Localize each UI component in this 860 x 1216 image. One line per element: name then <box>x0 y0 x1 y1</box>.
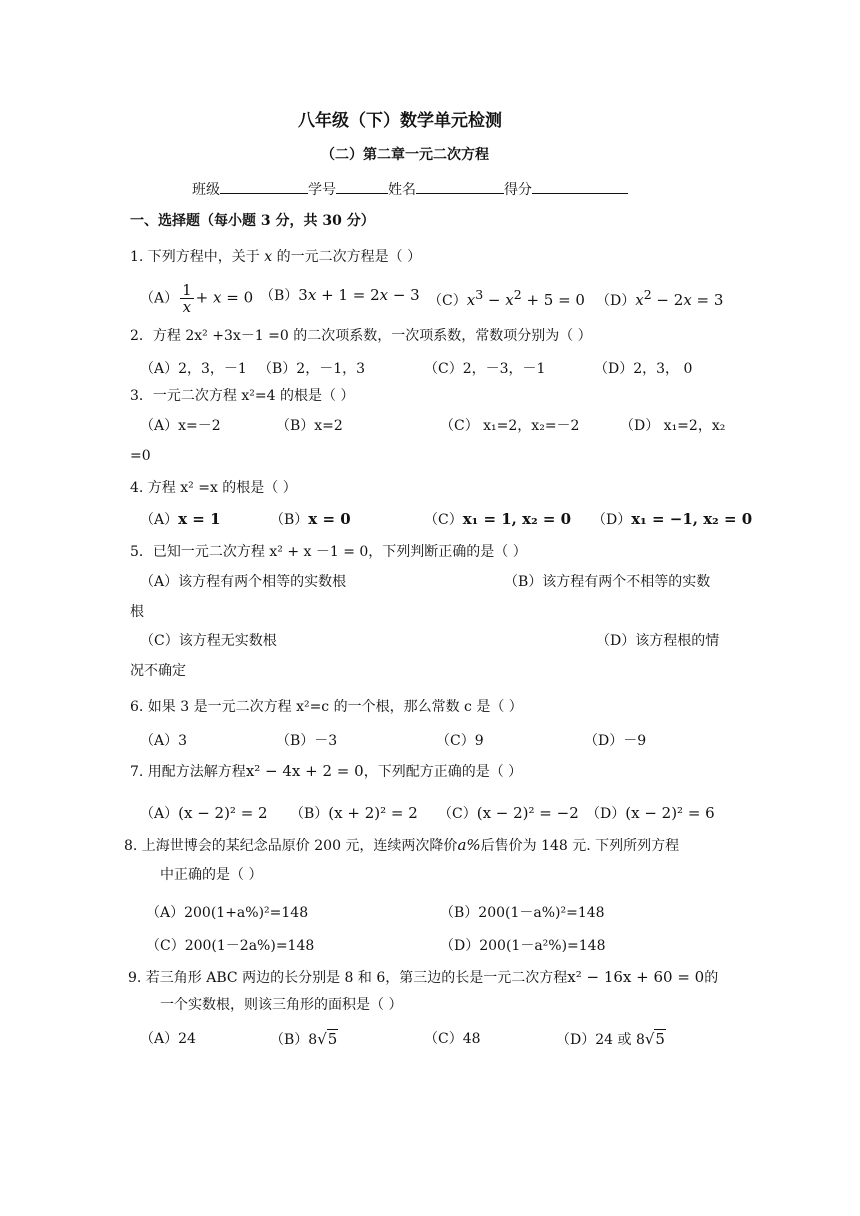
question-6-option-b: （B）－3 <box>276 733 338 749</box>
question-4-stem: 4. 方程 x² =x 的根是（ ） <box>130 480 297 496</box>
question-9-option-b: （B）8√5 <box>270 1030 338 1048</box>
question-9-option-c: （C）48 <box>424 1031 481 1047</box>
section-heading: 一、选择题（每小题 3 分，共 30 分） <box>130 213 375 229</box>
question-9-stem: 9. 若三角形 ABC 两边的长分别是 8 和 6，第三边的长是一元二次方程x² − 16x + 60 = 0的 <box>128 968 719 986</box>
question-6-stem: 6. 如果 3 是一元二次方程 x²=c 的一个根，那么常数 c 是（ ） <box>130 699 523 715</box>
question-5-stem: 5．已知一元二次方程 x² + x －1 = 0，下列判断正确的是（ ） <box>130 544 527 560</box>
page-subtitle: （二）第二章一元二次方程 <box>321 147 489 163</box>
question-2-stem: 2．方程 2x² +3x－1 =0 的二次项系数，一次项系数，常数项分别为（ ） <box>130 328 592 344</box>
question-8-option-d: （D）200(1－a²%)=148 <box>440 938 606 954</box>
name-blank[interactable] <box>416 179 504 194</box>
question-2-option-a: （A）2，3，－1 <box>140 361 247 377</box>
name-label: 姓名 <box>388 182 416 198</box>
question-3-option-b: （B）x=2 <box>276 418 343 434</box>
class-label: 班级 <box>192 182 220 198</box>
question-6-option-d: （D）－9 <box>584 733 647 749</box>
question-2-option-b: （B）2，－1，3 <box>258 361 366 377</box>
question-8-option-a: （A）200(1+a%)²=148 <box>146 905 309 921</box>
question-4-option-b: （B）x = 0 <box>270 510 351 528</box>
score-blank[interactable] <box>532 179 628 194</box>
question-4-option-c: （C）x₁ = 1, x₂ = 0 <box>424 510 572 528</box>
student-info-line <box>192 179 628 199</box>
question-1-option-c: $(C)x^3 - x^2 + 5 = 0$ <box>428 287 585 309</box>
question-8-stem: 8. 上海世博会的某纪念品原价 200 元，连续两次降价a%后售价为 148 元. 下列所列方程 <box>124 836 680 854</box>
question-3-option-d-continued: =0 <box>130 448 151 464</box>
page-title: 八年级（下）数学单元检测 <box>298 111 502 131</box>
question-2-option-d: （D）2，3， 0 <box>594 361 693 377</box>
question-1-stem: 1. 下列方程中，关于 x 的一元二次方程是（ ） <box>130 249 422 265</box>
question-7-option-d: （D）(x − 2)² = 6 <box>586 804 715 822</box>
question-5-option-b-continued: 根 <box>130 604 144 620</box>
radicand: 5 <box>327 1030 338 1048</box>
question-9-stem-continued: 一个实数根，则该三角形的面积是（ ） <box>160 997 403 1013</box>
id-blank[interactable] <box>336 179 388 194</box>
question-1-option-a: （A） $\frac{1}{x}$ + x = 0 <box>140 281 254 316</box>
question-8-option-c: （C）200(1－2a%)=148 <box>146 938 315 954</box>
question-8-stem-continued: 中正确的是（ ） <box>160 867 263 883</box>
question-2-option-c: （C）2，－3，－1 <box>424 361 546 377</box>
question-9-option-a: （A）24 <box>140 1031 196 1047</box>
question-4-option-a: （A）x = 1 <box>140 510 221 528</box>
question-5-option-d-continued: 况不确定 <box>130 663 186 679</box>
question-9-option-d: （D）24 或 8√5 <box>556 1030 665 1048</box>
id-label: 学号 <box>308 182 336 198</box>
radicand-d: 5 <box>655 1030 665 1048</box>
question-3-option-c: （C） x₁=2，x₂=－2 <box>440 418 580 434</box>
question-8-option-b: （B）200(1－a%)²=148 <box>440 905 605 921</box>
question-3-stem: 3．一元二次方程 x²=4 的根是（ ） <box>130 388 355 404</box>
question-7-stem: 7. 用配方法解方程x² − 4x + 2 = 0，下列配方正确的是（ ） <box>130 762 523 780</box>
question-5-option-c: （C）该方程无实数根 <box>140 633 277 649</box>
question-1-option-d: $(D)x^2 - 2x = 3$ <box>596 287 724 309</box>
question-1-option-b: （B）3x + 1 = 2x − 3 <box>260 286 420 304</box>
question-4-option-d: （D）x₁ = −1, x₂ = 0 <box>592 510 753 528</box>
question-6-option-c: （C）9 <box>436 733 484 749</box>
question-5-option-a: （A）该方程有两个相等的实数根 <box>140 574 347 590</box>
question-6-option-a: （A）3 <box>140 733 188 749</box>
score-label: 得分 <box>504 182 532 198</box>
question-5-option-d: （D）该方程根的情 <box>596 633 720 649</box>
question-7-option-a: （A）(x − 2)² = 2 <box>140 804 268 822</box>
question-7-option-c: （C）(x − 2)² = −2 <box>438 804 579 822</box>
question-3-option-d: （D） x₁=2，x₂ <box>620 418 726 434</box>
question-7-option-b: （B）(x + 2)² = 2 <box>290 804 418 822</box>
question-3-option-a: （A）x=－2 <box>140 418 221 434</box>
class-blank[interactable] <box>220 179 308 194</box>
question-5-option-b: （B）该方程有两个不相等的实数 <box>504 574 711 590</box>
